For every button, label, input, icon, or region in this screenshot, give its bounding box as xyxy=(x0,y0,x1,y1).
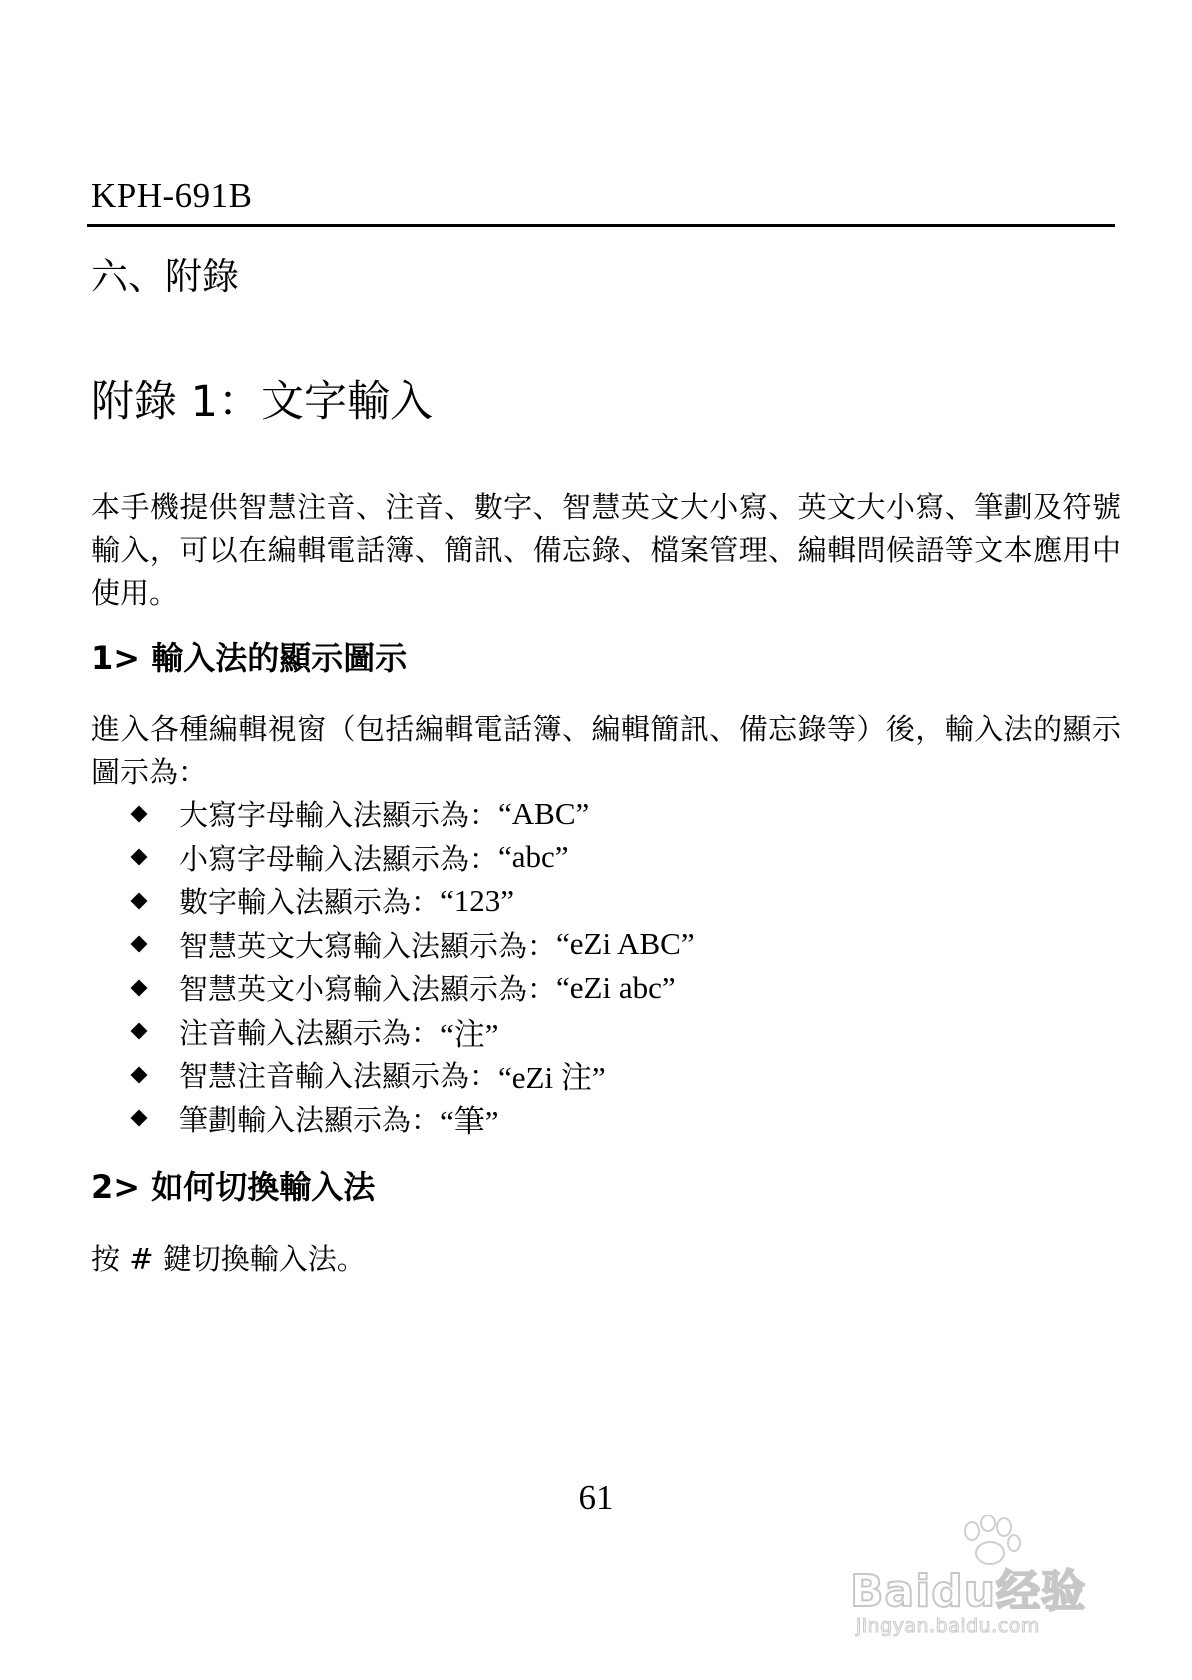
watermark-brand: Baidu经验 xyxy=(850,1566,1087,1617)
header-divider xyxy=(87,224,1115,227)
list-item-code: “eZi 注” xyxy=(498,1060,606,1096)
input-method-list xyxy=(125,792,695,1140)
list-item-label: 智慧英文大寫輸入法顯示為： xyxy=(179,928,557,963)
list-item-label: 筆劃輸入法顯示為： xyxy=(179,1102,441,1137)
list-item xyxy=(125,923,695,967)
section-2-body: 按 # 鍵切換輸入法。 xyxy=(91,1242,366,1276)
diamond-bullet-icon xyxy=(131,892,148,909)
watermark-url: jingyan.baidu.com xyxy=(856,1615,1040,1637)
list-item xyxy=(125,836,695,880)
section-1-heading: 1> 輸入法的顯示圖示 xyxy=(91,639,408,677)
list-item xyxy=(125,792,695,836)
diamond-bullet-icon xyxy=(131,979,148,996)
list-item-label: 大寫字母輸入法顯示為： xyxy=(179,798,499,833)
list-item xyxy=(125,879,695,923)
list-item xyxy=(125,1053,695,1097)
section-1-body: 進入各種編輯視窗（包括編輯電話簿、編輯簡訊、備忘錄等）後，輸入法的顯示圖示為： xyxy=(91,712,1121,789)
list-item-code: “eZi ABC” xyxy=(556,926,695,962)
diamond-bullet-icon xyxy=(131,1110,148,1127)
list-item-label: 智慧英文小寫輸入法顯示為： xyxy=(179,972,557,1007)
list-item-label: 智慧注音輸入法顯示為： xyxy=(179,1059,499,1094)
list-item-code: “注” xyxy=(440,1016,499,1052)
list-item xyxy=(125,966,695,1010)
intro-paragraph: 本手機提供智慧注音、注音、數字、智慧英文大小寫、英文大小寫、筆劃及符號輸入，可以在編輯電話簿、簡訊、備忘錄、檔案管理、編輯問候語等文本應用中使用。 xyxy=(91,490,1121,610)
page-header-model: KPH-691B xyxy=(91,176,253,215)
list-item-code: “eZi abc” xyxy=(556,969,676,1005)
diamond-bullet-icon xyxy=(131,1023,148,1040)
diamond-bullet-icon xyxy=(131,849,148,866)
list-item-code: “筆” xyxy=(440,1103,499,1139)
list-item-code: “ABC” xyxy=(498,795,590,831)
page-number: 61 xyxy=(578,1478,614,1517)
diamond-bullet-icon xyxy=(131,805,148,822)
list-item-label: 數字輸入法顯示為： xyxy=(179,885,441,920)
list-item-label: 注音輸入法顯示為： xyxy=(179,1015,441,1050)
appendix-title: 附錄 1：文字輸入 xyxy=(91,377,434,427)
baidu-watermark xyxy=(850,1515,1135,1645)
list-item-code: “abc” xyxy=(498,839,569,875)
diamond-bullet-icon xyxy=(131,936,148,953)
list-item-code: “123” xyxy=(440,882,515,918)
list-item xyxy=(125,1097,695,1141)
diamond-bullet-icon xyxy=(131,1066,148,1083)
chapter-title: 六、附錄 xyxy=(91,255,239,298)
section-2-heading: 2> 如何切換輸入法 xyxy=(91,1168,376,1206)
list-item-label: 小寫字母輸入法顯示為： xyxy=(179,841,499,876)
list-item xyxy=(125,1010,695,1054)
